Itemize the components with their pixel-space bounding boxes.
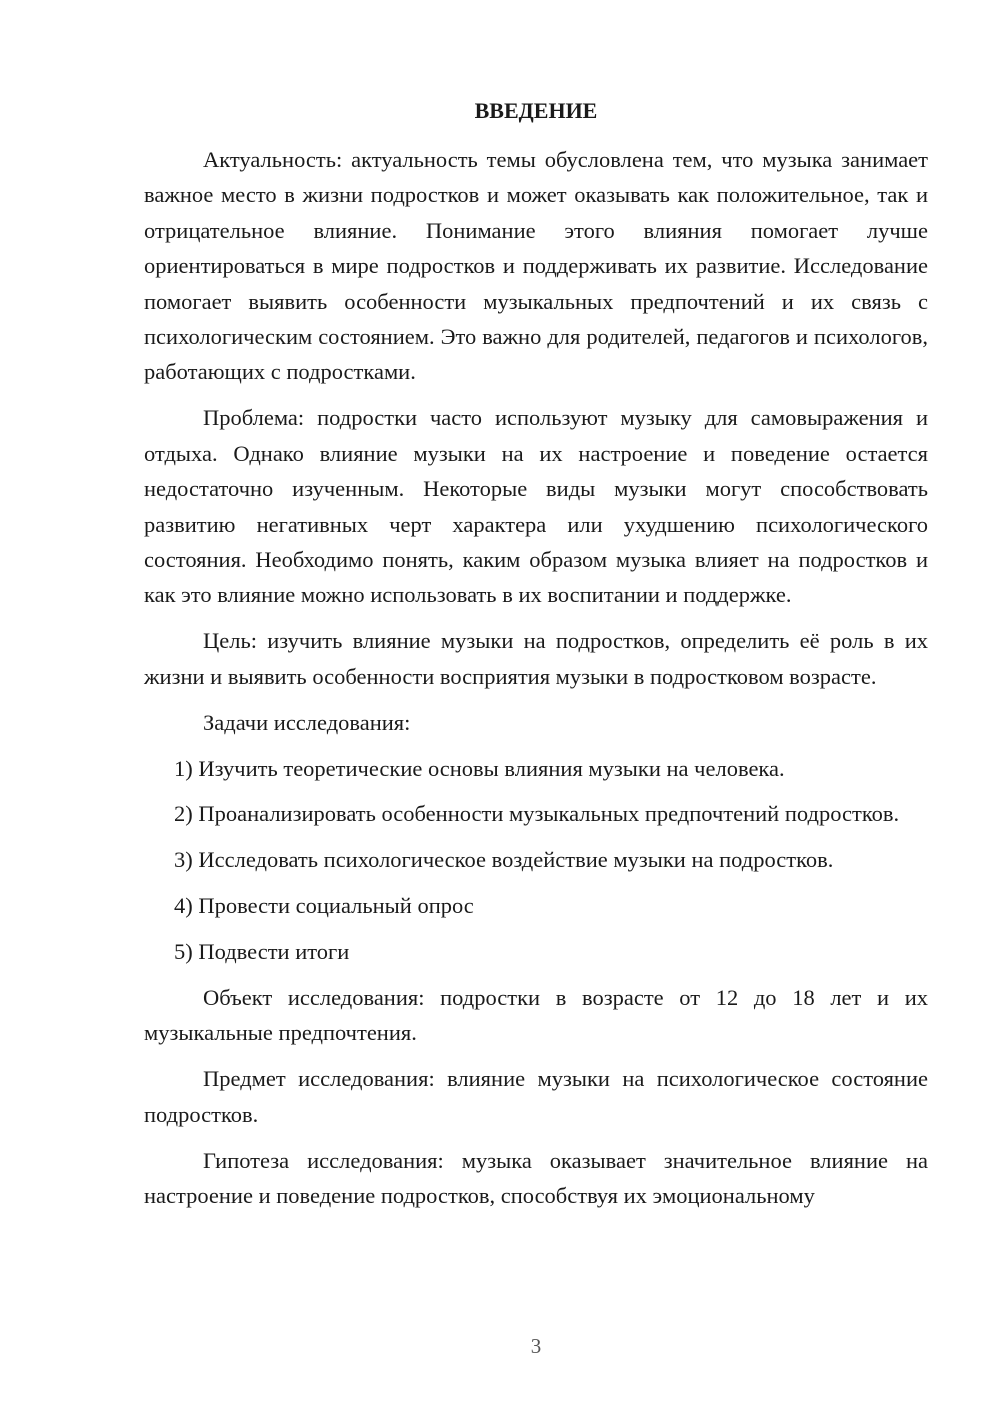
paragraph-relevance: Актуальность: актуальность темы обусловлена тем, что музыка занимает важное место в жизни подростков и может оказывать как положительное, так и отрицательное влияние. Понимание этого влияния помогает лучше ориентироваться в мире подростков и поддерживать их развитие. Исследование помогает выявить особенности музыкальных предпочтений и их связь с психологическим состоянием. Это важно для родителей, педагогов и психологов, работающих с подростками. [144, 147, 928, 385]
page-number: 3 [530, 1334, 542, 1358]
task-item-5: 5) Подвести итоги [174, 939, 350, 965]
tasks-heading: Задачи исследования: [203, 709, 411, 735]
task-item-3: 3) Исследовать психологическое воздействие музыки на подростков. [174, 847, 834, 873]
paragraph-subject: Предмет исследования: влияние музыки на психологическое состояние подростков. [144, 1066, 928, 1127]
task-item-2: 2) Проанализировать особенности музыкальных предпочтений подростков. [174, 801, 900, 827]
paragraph-hypothesis: Гипотеза исследования: музыка оказывает значительное влияние на настроение и поведение подростков, способствуя их эмоциональному [144, 1147, 928, 1209]
paragraph-object: Объект исследования: подростки в возрасте от 12 до 18 лет и их музыкальные предпочтения. [144, 985, 928, 1046]
paragraph-goal: Цель: изучить влияние музыки на подростков, определить её роль в их жизни и выявить особенности восприятия музыки в подростковом возрасте. [144, 628, 928, 689]
page-title: ВВЕДЕНИЕ [474, 98, 598, 123]
paragraph-problem: Проблема: подростки часто используют музыку для самовыражения и отдыха. Однако влияние музыки на их настроение и поведение остается недостаточно изученным. Некоторые виды музыки могут способствовать развитию негативных черт характера или ухудшению психологического состояния. Необходимо понять, каким образом музыка влияет на подростков и как это влияние можно использовать в их воспитании и поддержке. [144, 405, 928, 608]
document-body [144, 142, 928, 1224]
task-item-1: 1) Изучить теоретические основы влияния музыки на человека. [174, 755, 785, 781]
task-item-4: 4) Провести социальный опрос [174, 893, 474, 919]
